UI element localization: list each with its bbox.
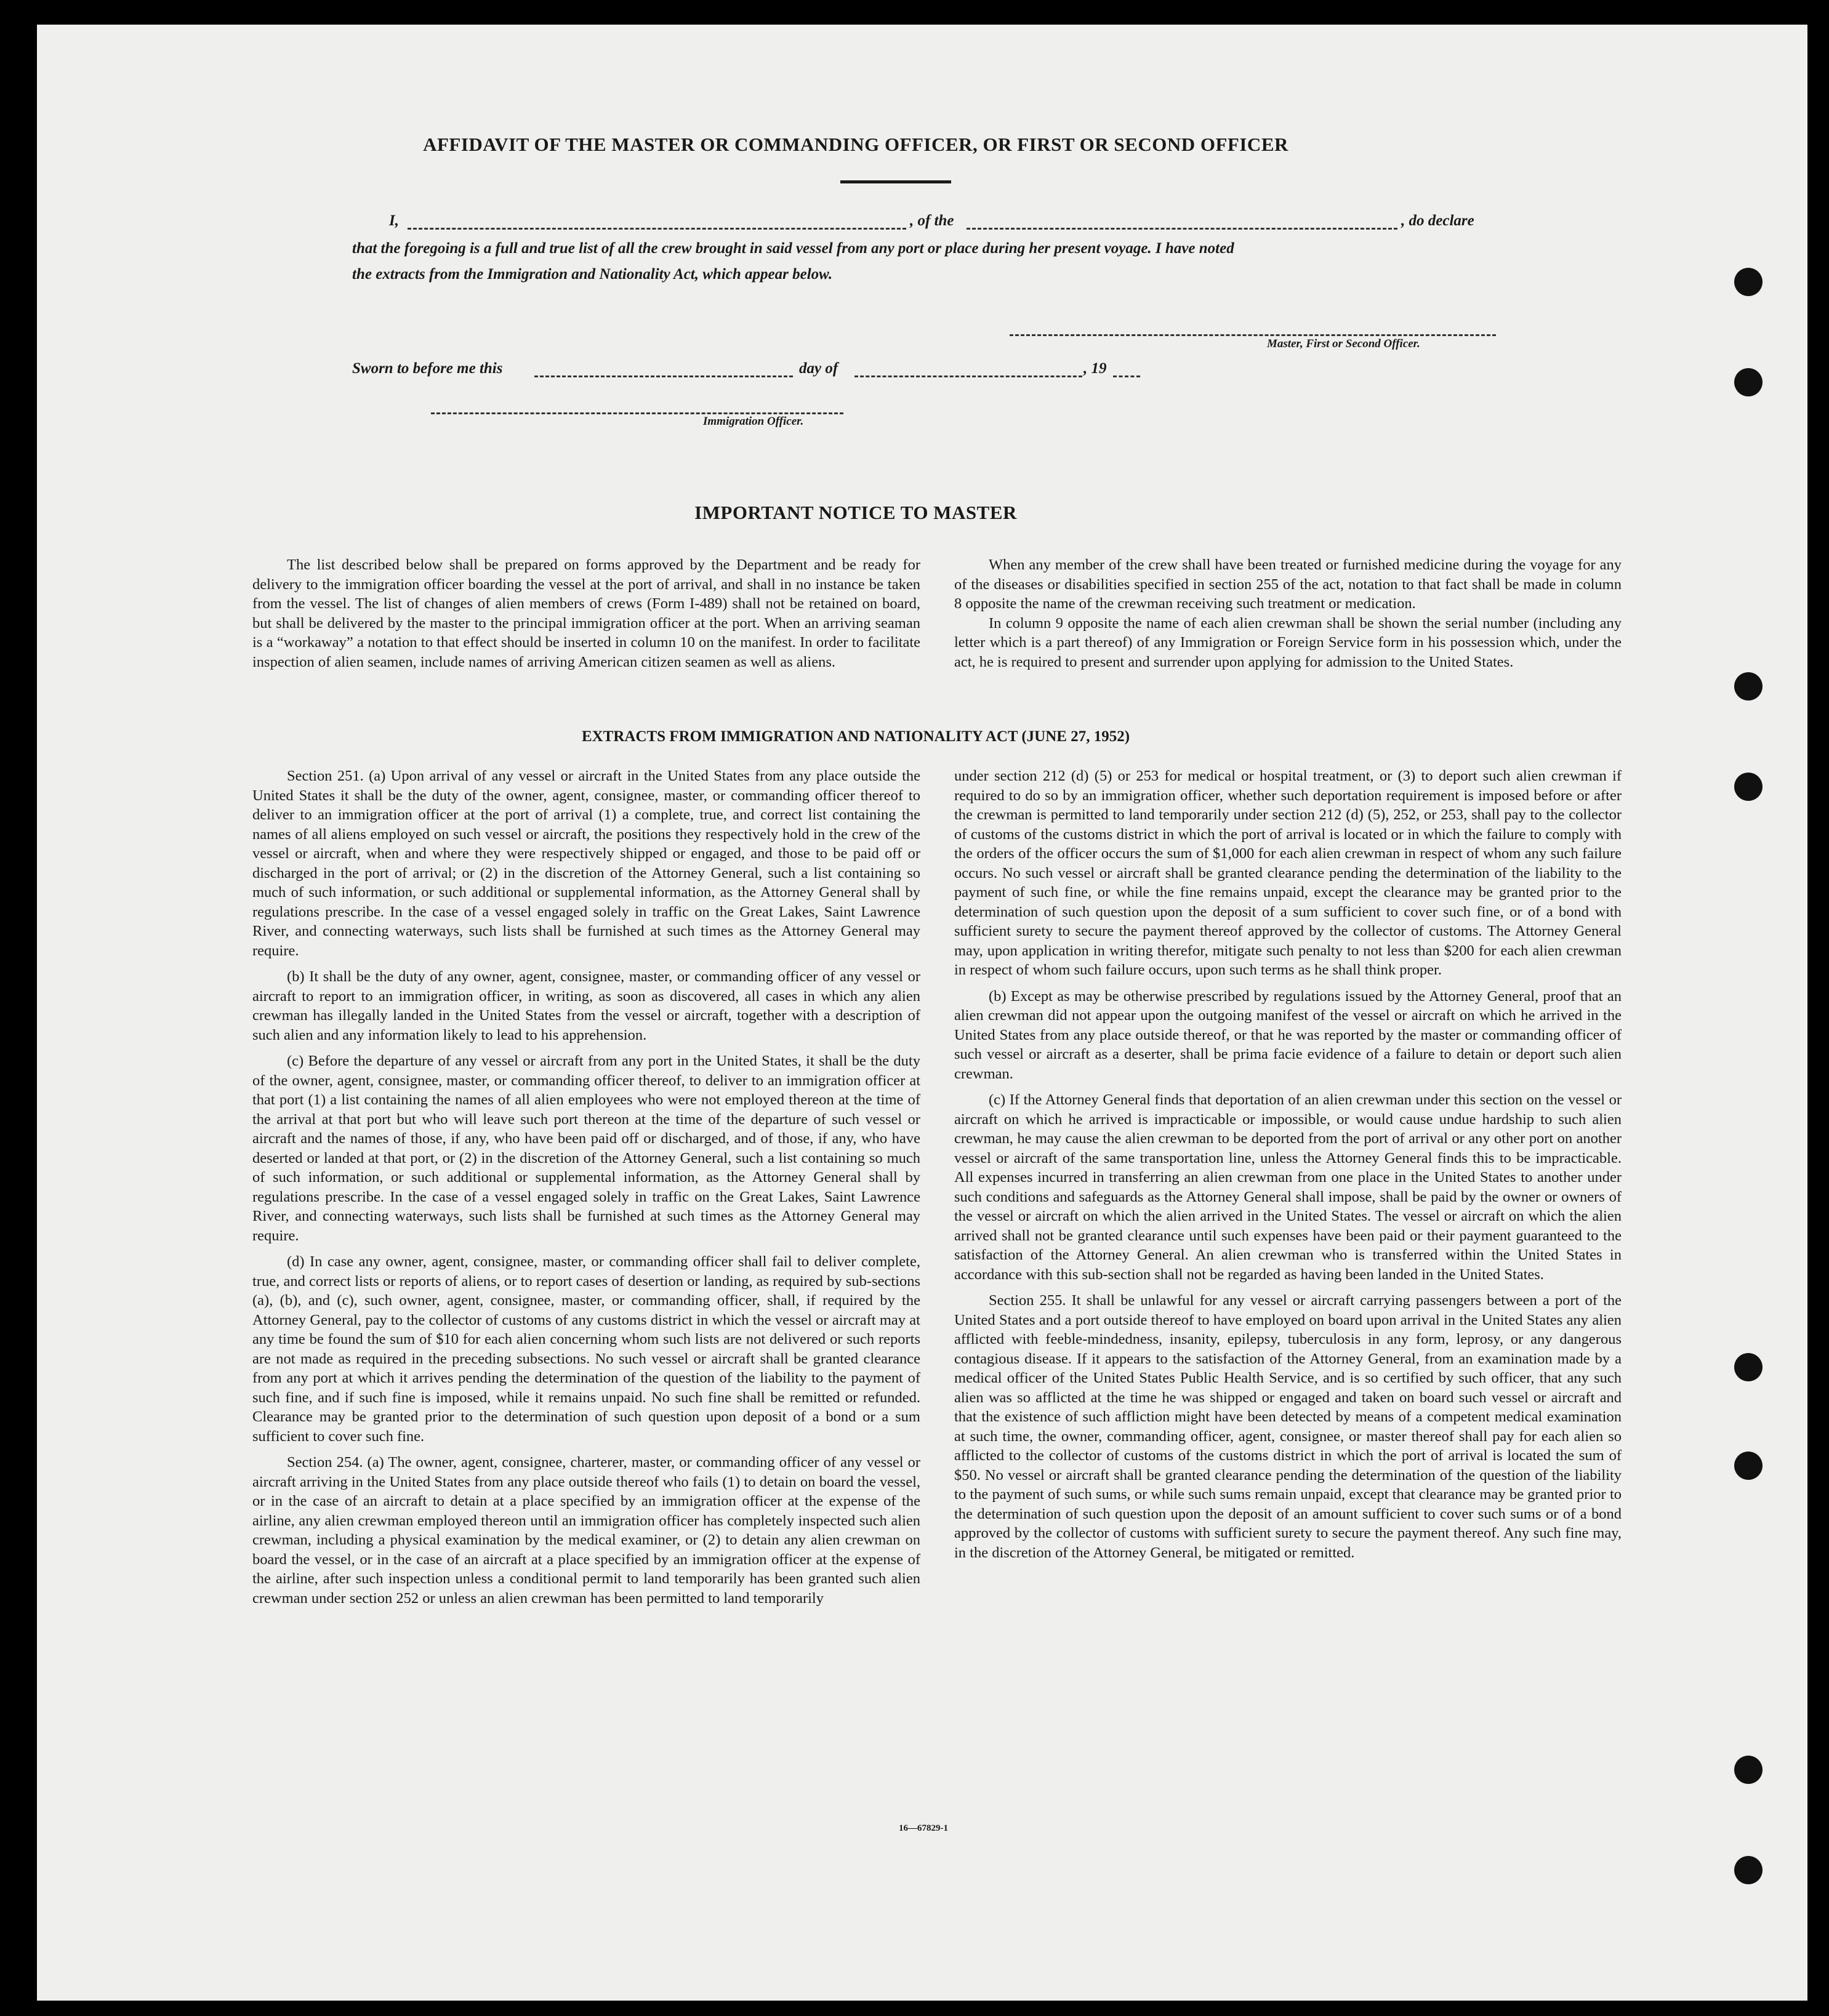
of-the-label: , of the: [910, 212, 954, 229]
punch-hole: [1734, 1756, 1763, 1784]
act-section: Section 255. It shall be unlawful for any vessel or aircraft carrying passengers between a port of the United States and a port outside thereof to have employed on board upon arrival in the United States any alien afflicted with feeble-mindedness, insanity, epilepsy, tuberculosis in any form, leprosy, or any dangerous contagious disease. If it appears to the satisfaction of the Attorney General, from an examination made by a medical officer of the United States Public Health Service, and is so certified by such officer, that any such alien was so afflicted at the time he was shipped or engaged and taken on board such vessel or aircraft and that the existence of such affliction might have been detected by means of a competent medical examination at such time, the owner, commanding officer, agent, consignee, or master thereof shall pay for each alien so afflicted to the collector of customs of the customs district in which the port of arrival is located the sum of $50. No vessel or aircraft shall be granted clearance pending the determination of the question of the liability to the payment of such sums, or while such sums remain unpaid, except that clearance may be granted prior to the determination of such question upon the deposit of an amount sufficient to cover such sums or of a bond approved by the collector of customs with sufficient surety to secure the payment thereof. Any such fine may, in the discretion of the Attorney General, be mitigated or remitted.: [954, 1292, 1622, 1561]
extracts-left-column: [252, 766, 920, 1615]
act-section: (c) If the Attorney General finds that deportation of an alien crewman under this section on the vessel or aircraft on which he arrived is impracticable or impossible, or would cause undue hardship to such alien crewman, he may cause the alien crewman to be deported from the port of arrival or any other port on another vessel or aircraft of the same transportation line, unless the Attorney General finds this to be impracticable. All expenses incurred in transferring an alien crewman from one place in the United States to another under such conditions and safeguards as the Attorney General shall impose, shall be paid by the owner or owners of the vessel or aircraft on which the alien arrived in the United States. The vessel or aircraft on which the alien arrived shall not be granted clearance until such expenses have been paid or their payment guaranteed to the satisfaction of the Attorney General. An alien crewman who is transferred within the United States in accordance with this sub-section shall not be regarded as having been landed in the United States.: [954, 1091, 1622, 1283]
do-declare-label: , do declare: [1401, 212, 1474, 229]
affidavit-title: AFFIDAVIT OF THE MASTER OR COMMANDING OFFICER, OR FIRST OR SECOND OFFICER: [423, 134, 1288, 155]
affidavit-statement-line2: the extracts from the Immigration and Nationality Act, which appear below.: [352, 266, 833, 283]
act-section: Section 254. (a) The owner, agent, consignee, charterer, master, or commanding officer of any vessel or aircraft arriving in the United States from any place outside thereof who fails (1) to detain on board the vessel, or in the case of an aircraft to detain at a place specified by an immigration officer at the expense of the airline, any alien crewman employed thereon until an immigration officer has completely inspected such alien crewman, including a physical examination by the medical examiner, or (2) to detain any alien crewman on board the vessel, or in the case of an aircraft at a place specified by an immigration officer at the expense of the airline, after such inspection unless a conditional permit to land temporarily has been granted such alien crewman under section 252 or unless an alien crewman has been permitted to land temporarily: [252, 1454, 920, 1607]
act-section: (d) In case any owner, agent, consignee, master, or commanding officer shall fail to deliver complete, true, and correct lists or reports of aliens, or to report cases of desertion or landing, as required by sub-sections (a), (b), and (c), such owner, agent, consignee, master, or commanding officer, shall, if required by the Attorney General, pay to the collector of customs of any customs district in which the vessel or aircraft may at any time be found the sum of $10 for each alien concerning whom such lists are not delivered or such reports are not made as required in the preceding subsections. No such vessel or aircraft shall be granted clearance from any port at which it arrives pending the determination of the question of the liability to the payment of such fine, and if such fine is imposed, while it remains unpaid. No such fine shall be remitted or refunded. Clearance may be granted prior to the determination of such question upon deposit of a bond or a sum sufficient to cover such fine.: [252, 1253, 920, 1445]
act-section: (b) It shall be the duty of any owner, agent, consignee, master, or commanding officer of any vessel or aircraft to report to an immigration officer, in writing, as soon as discovered, all cases in which any alien crewman has illegally landed in the United States from the vessel or aircraft, together with a description of such alien and any information likely to lead to his apprehension.: [252, 968, 920, 1043]
document-page: [37, 25, 1807, 2001]
master-signature-field[interactable]: [1010, 334, 1496, 336]
officer-signature-field[interactable]: [431, 412, 843, 414]
sworn-month-field[interactable]: [854, 375, 1082, 377]
notice-paragraph: In column 9 opposite the name of each alien crewman shall be shown the serial number (including any letter which is a part thereof) of any Immigration or Foreign Service form in his possession which, under the act, he is required to present and surrender upon applying for admission to the United States.: [954, 614, 1622, 670]
punch-hole: [1734, 268, 1763, 296]
form-number: 16—67829-1: [899, 1823, 948, 1833]
affidavit-statement-line1: that the foregoing is a full and true list of all the crew brought in said vessel from any port or place during her present voyage. I have noted: [352, 240, 1234, 257]
act-section: under section 212 (d) (5) or 253 for medical or hospital treatment, or (3) to deport such alien crewman if required to do so by an immigration officer, whether such deportation requirement is imposed before or after the crewman is permitted to land temporarily under section 212 (d) (5), 252, or 253, shall pay to the collector of customs of the customs district in which the port of arrival is located or in which the failure to comply with the orders of the officer occurs the sum of $1,000 for each alien crewman in respect of whom any such failure occurs. No such vessel or aircraft shall be granted clearance pending the determination of the liability to the payment of such fine, or while the fine remains unpaid, except the clearance may be granted prior to the determination of such question upon the deposit of a sum sufficient to cover such fine, or of a bond with sufficient surety to secure the payment thereof approved by the collector of customs. The Attorney General may, upon application in writing therefor, mitigate such penalty to not less than $200 for each alien crewman in respect of whom such failure occurs, upon such terms as he shall think proper.: [954, 768, 1622, 978]
punch-hole: [1734, 773, 1763, 801]
day-of-label: day of: [799, 360, 838, 377]
sworn-year-field[interactable]: [1113, 375, 1140, 377]
punch-hole: [1734, 672, 1763, 701]
punch-hole: [1734, 1353, 1763, 1381]
extracts-right-column: [954, 766, 1622, 1569]
sworn-day-field[interactable]: [534, 375, 793, 377]
year-label: , 19: [1083, 360, 1107, 377]
act-section: (c) Before the departure of any vessel or aircraft from any port in the United States, it shall be the duty of the owner, agent, consignee, master, or commanding officer thereof, to deliver to an immigration officer at that port (1) a list containing the names of all alien employees who were not employed thereon at the time of the arrival at that port but who will leave such port thereon at the time of the departure of such vessel or aircraft and the names of those, if any, who have been paid off or discharged, and of those, if any, who have deserted or landed at that port, or (2) in the discretion of the Attorney General, such a list containing so much of such information, or such additional or supplemental information, as the Attorney General shall by regulations prescribe. In the case of a vessel engaged solely in traffic on the Great Lakes, Saint Lawrence River, and connecting waterways, such lists shall be furnished at such times as the Attorney General may require.: [252, 1053, 920, 1244]
notice-paragraph: When any member of the crew shall have been treated or furnished medicine during the voyage for any of the diseases or disabilities specified in section 255 of the act, notation to that fact shall be made in column 8 opposite the name of the crewman receiving such treatment or medication.: [954, 556, 1622, 612]
punch-hole: [1734, 368, 1763, 396]
sworn-label: Sworn to before me this: [352, 360, 503, 377]
punch-hole: [1734, 1856, 1763, 1884]
notice-paragraph: The list described below shall be prepared on forms approved by the Department and be ready for delivery to the immigration officer boarding the vessel at the port of arrival, and shall in no instance be taken from the vessel. The list of changes of alien members of crews (Form I-489) shall not be retained on board, but shall be delivered by the master to the principal immigration officer at the port. When an arriving seaman is a “workaway” a notation to that effect should be inserted in column 10 on the manifest. In order to facilitate inspection of alien seamen, include names of arriving American citizen seamen as well as aliens.: [252, 556, 920, 670]
notice-left-column: [252, 555, 920, 678]
act-section: Section 251. (a) Upon arrival of any vessel or aircraft in the United States from any place outside the United States it shall be the duty of the owner, agent, consignee, master, or commanding officer thereof to deliver to an immigration officer at the port of arrival (1) a complete, true, and correct list containing the names of all aliens employed on such vessel or aircraft, the positions they respectively hold in the crew of the vessel or aircraft, when and where they were respectively shipped or engaged, and those to be paid off or discharged in the port of arrival; or (2) in the discretion of the Attorney General, such a list containing so much of such information, or such additional or supplemental information, as the Attorney General shall by regulations prescribe. In the case of a vessel engaged solely in traffic on the Great Lakes, Saint Lawrence River, and connecting waterways, such lists shall be furnished at such times as the Attorney General may require.: [252, 768, 920, 959]
declarant-label: I,: [389, 212, 399, 229]
notice-right-column: [954, 555, 1622, 678]
extracts-title: EXTRACTS FROM IMMIGRATION AND NATIONALITY ACT (JUNE 27, 1952): [581, 728, 1130, 745]
title-rule: [840, 180, 951, 183]
punch-hole: [1734, 1452, 1763, 1480]
officer-caption: Immigration Officer.: [703, 415, 804, 428]
act-section: (b) Except as may be otherwise prescribed by regulations issued by the Attorney General, proof that an alien crewman did not appear upon the outgoing manifest of the vessel or aircraft on which he arrived in the United States from any place outside thereof, or that he was reported by the master or commanding officer of such vessel or aircraft as a deserter, shall be prima facie evidence of a failure to detain or deport such alien crewman.: [954, 987, 1622, 1082]
notice-title: IMPORTANT NOTICE TO MASTER: [694, 502, 1017, 523]
master-caption: Master, First or Second Officer.: [1267, 337, 1420, 350]
vessel-name-field[interactable]: [967, 228, 1397, 230]
declarant-name-field[interactable]: [408, 228, 906, 230]
